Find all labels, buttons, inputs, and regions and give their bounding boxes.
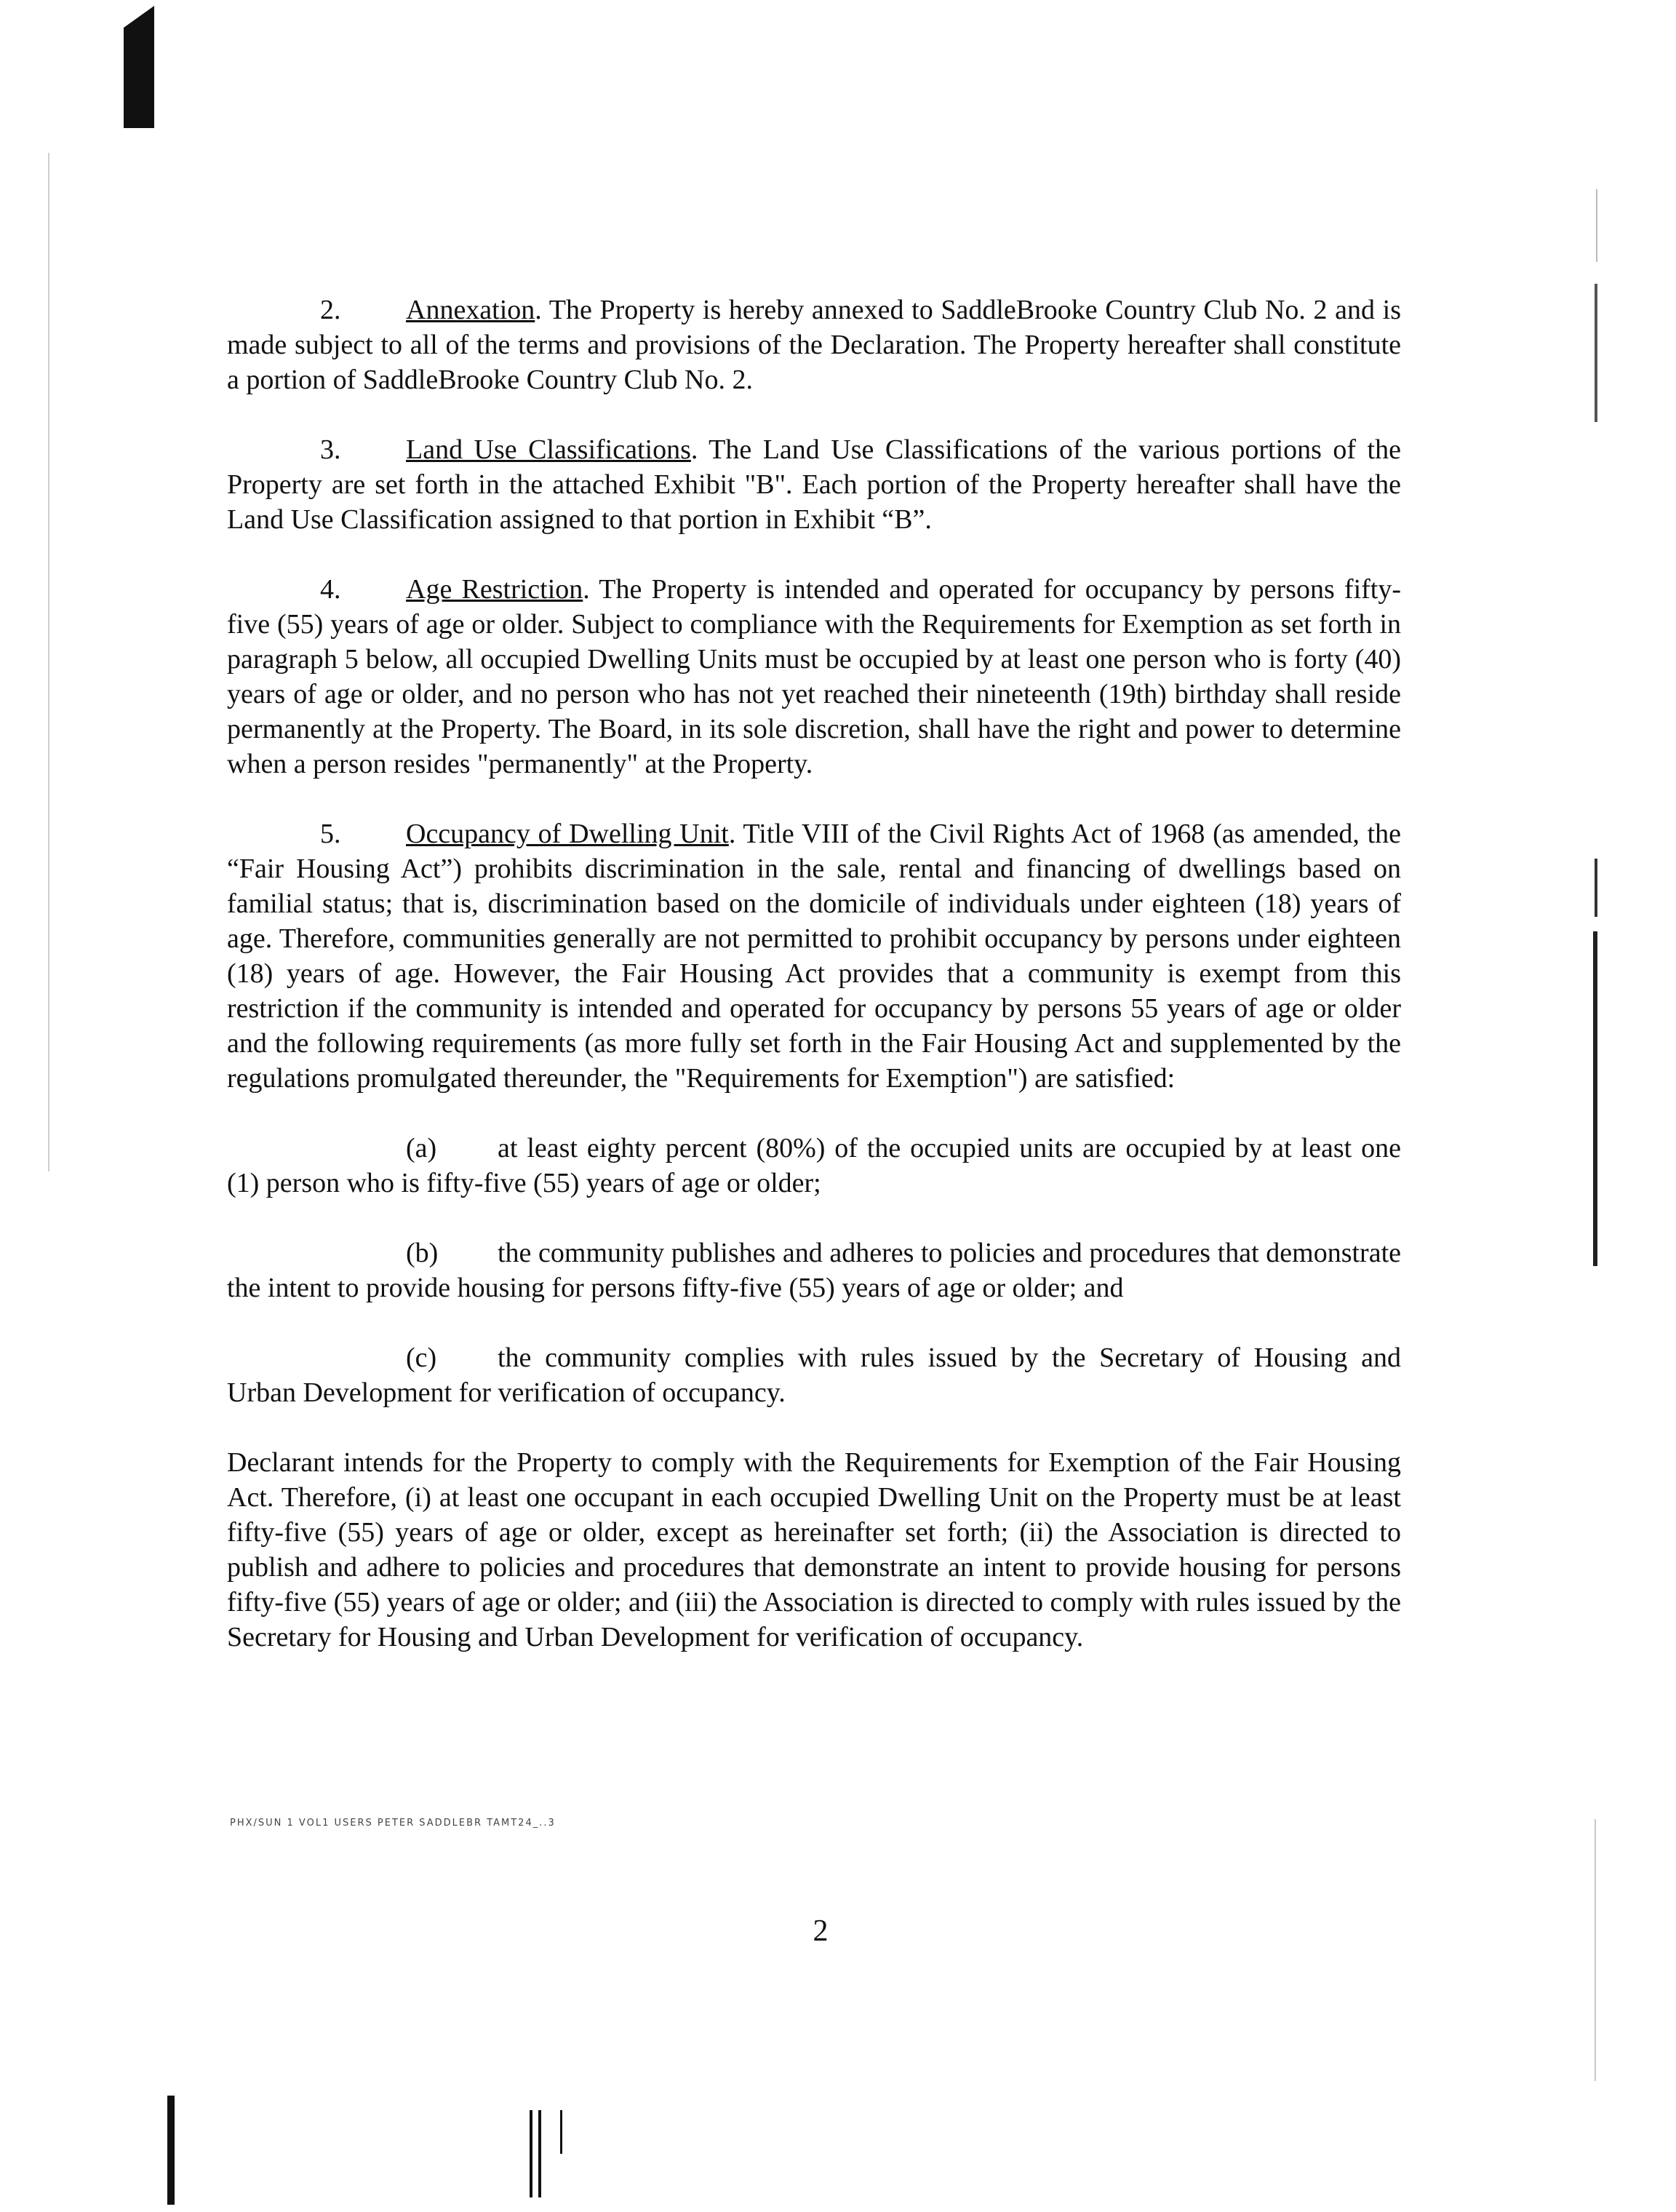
subitem-label: (a) [406, 1133, 437, 1163]
page-number: 2 [813, 1914, 829, 1948]
subitem-text: the community publishes and adheres to policies and procedures that demonstrate the intent to provide housing for persons fifty-five (55) years of age or older; and [227, 1238, 1401, 1303]
paragraph-annexation [227, 293, 1401, 397]
subitem-text: the community complies with rules issued by the Secretary of Housing and Urban Development for verification of occupancy. [227, 1342, 1401, 1408]
subitem-a [227, 1131, 1401, 1201]
paragraph-caption: Occupancy of Dwelling Unit [406, 819, 729, 849]
closing-paragraph: Declarant intends for the Property to comply with the Requirements for Exemption of the Fair Housing Act. Therefore, (i) at least one occupant in each occupied Dwelling Unit on the Property must be at least fifty-five (55) years of age or older, except as hereinafter set forth; (ii) the Association is directed to publish and adhere to policies and procedures that demonstrate an intent to provide housing for persons fifty-five (55) years of age or older; and (iii) the Association is directed to comply with rules issued by the Secretary for Housing and Urban Development for verification of occupancy. [227, 1447, 1401, 1652]
scan-right-edge-line-3 [1593, 931, 1597, 1266]
document-body [227, 293, 1401, 1690]
paragraph-age-restriction [227, 572, 1401, 781]
scan-bottom-tick [560, 2110, 562, 2154]
scan-left-edge-line [48, 153, 49, 1171]
paragraph-text: . Title VIII of the Civil Rights Act of 1968 (as amended, the “Fair Housing Act”) prohibits discrimination in the sale, rental and financing of dwellings based on familial status; that is, discrimination based on the domicile of individuals under eighteen (18) years of age. Therefore, communities generally are not permitted to prohibit occupancy by persons under eighteen (18) years of age. However, the Fair Housing Act provides that a community is exempt from this restriction if the community is intended and operated for occupancy by persons 55 years of age or older and the following requirements (as more fully set forth in the Fair Housing Act and supplemented by the regulations promulgated thereunder, the "Requirements for Exemption") are satisfied: [227, 819, 1401, 1094]
paragraph-number: 3. [320, 434, 341, 465]
paragraph-land-use [227, 432, 1401, 537]
paragraph-number: 2. [320, 295, 341, 325]
scan-right-edge-line-1 [1595, 284, 1597, 422]
paragraph-text: . The Property is hereby annexed to SaddleBrooke Country Club No. 2 and is made subject to all of the terms and provisions of the Declaration. The Property hereafter shall constitute a portion of SaddleBrooke Country Club No. 2. [227, 295, 1401, 395]
subitem-b [227, 1236, 1401, 1305]
subitem-label: (b) [406, 1238, 439, 1268]
paragraph-caption: Annexation [406, 295, 535, 325]
document-footer-code: PHX/SUN 1 VOL1 USERS PETER SADDLEBR TAMT24_..3 [230, 1818, 556, 1829]
paragraph-caption: Land Use Classifications [406, 434, 691, 465]
paragraph-occupancy [227, 816, 1401, 1096]
scan-right-edge-line-2 [1595, 859, 1597, 917]
paragraph-number: 5. [320, 819, 341, 849]
paragraph-caption: Age Restriction [406, 574, 583, 605]
scan-bottom-bar [167, 2096, 175, 2205]
scan-bottom-tick [538, 2110, 541, 2197]
subitem-text: at least eighty percent (80%) of the occupied units are occupied by at least one (1) person who is fifty-five (55) years of age or older; [227, 1133, 1401, 1198]
paragraph-number: 4. [320, 574, 341, 605]
subitem-c [227, 1340, 1401, 1410]
scan-bottom-tick [530, 2110, 532, 2197]
scan-right-edge-dots [1596, 189, 1597, 262]
scan-right-edge-dots-2 [1595, 1819, 1596, 2081]
subitem-label: (c) [406, 1342, 437, 1373]
paragraph-text: . The Property is intended and operated for occupancy by persons fifty-five (55) years of age or older. Subject to compliance with the Requirements for Exemption as set forth in paragraph 5 below, all occupied Dwelling Units must be occupied by at least one person who is forty (40) years of age or older, and no person who has not yet reached their nineteenth (19th) birthday shall reside permanently at the Property. The Board, in its sole discretion, shall have the right and power to determine when a person resides "permanently" at the Property. [227, 574, 1402, 779]
paragraph-text: . The Land Use Classifications of the various portions of the Property are set forth in the attached Exhibit "B". Each portion of the Property hereafter shall have the Land Use Classification assigned to that portion in Exhibit “B”. [227, 434, 1401, 535]
scan-corner-notch [124, 6, 154, 28]
